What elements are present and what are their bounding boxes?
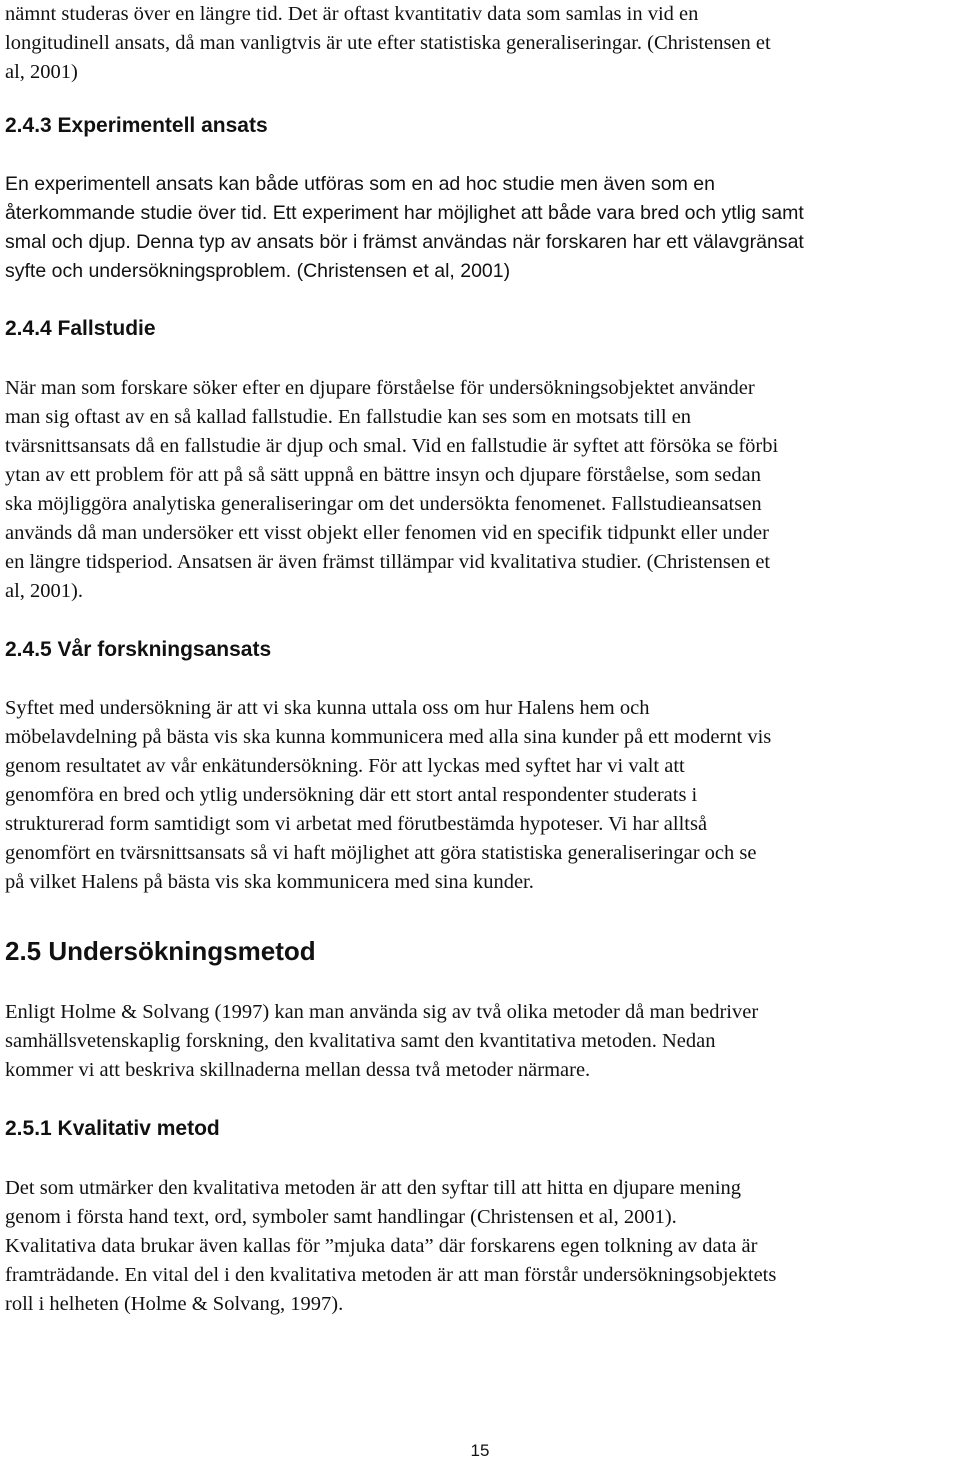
- heading-2-4-5: 2.4.5 Vår forskningsansats: [5, 638, 272, 661]
- text-line: al, 2001).: [5, 580, 83, 602]
- text-line: smal och djup. Denna typ av ansats bör i främst användas när forskaren har ett välavgränsat: [5, 231, 804, 253]
- text-line: möbelavdelning på bästa vis ska kunna kommunicera med alla sina kunder på ett modernt vis: [5, 726, 772, 748]
- paragraph-var-forskningsansats: [5, 694, 955, 897]
- page-number: 15: [470, 1441, 490, 1460]
- text-line: genomfört en tvärsnittsansats så vi haft möjlighet att göra statistiska generaliseringar och se: [5, 842, 757, 864]
- paragraph-kvalitativ-metod: [5, 1174, 955, 1319]
- intro-paragraph: [5, 0, 955, 87]
- text-line: ytan av ett problem för att på så sätt uppnå en bättre insyn och djupare förståelse, som sedan: [5, 464, 761, 486]
- text-line: framträdande. En vital del i den kvalitativa metoden är att man förstår undersökningsobjektets: [5, 1264, 777, 1286]
- text-line: på vilket Halens på bästa vis ska kommunicera med sina kunder.: [5, 871, 534, 893]
- paragraph-undersokningsmetod: [5, 998, 955, 1085]
- text-line: genom resultatet av vår enkätundersökning. För att lyckas med syftet har vi valt att: [5, 755, 685, 777]
- text-line: När man som forskare söker efter en djupare förståelse för undersökningsobjektet använder: [5, 377, 755, 399]
- heading-2-5: 2.5 Undersökningsmetod: [5, 936, 316, 966]
- text-line: al, 2001): [5, 61, 78, 83]
- text-line: strukturerad form samtidigt som vi arbetat med förutbestämda hypoteser. Vi har alltså: [5, 813, 708, 835]
- text-line: kommer vi att beskriva skillnaderna mellan dessa två metoder närmare.: [5, 1059, 591, 1081]
- text-line: Enligt Holme & Solvang (1997) kan man använda sig av två olika metoder då man bedriver: [5, 1001, 759, 1023]
- text-line: man sig oftast av en så kallad fallstudie. En fallstudie kan ses som en motsats till en: [5, 406, 692, 428]
- heading-2-5-1: 2.5.1 Kvalitativ metod: [5, 1117, 220, 1140]
- text-line: genomföra en bred och ytlig undersökning där ett stort antal respondenter studerats i: [5, 784, 698, 806]
- text-line: ska möjliggöra analytiska generaliseringar om det undersökta fenomenet. Fallstudieansatsen: [5, 493, 762, 515]
- text-line: roll i helheten (Holme & Solvang, 1997).: [5, 1293, 344, 1315]
- paragraph-experimentell-ansats: [5, 170, 955, 286]
- heading-2-4-3: 2.4.3 Experimentell ansats: [5, 114, 268, 137]
- text-line: återkommande studie över tid. Ett experiment har möjlighet att både vara bred och ytlig samt: [5, 202, 804, 224]
- text-line: används då man undersöker ett visst objekt eller fenomen vid en specifik tidpunkt eller under: [5, 522, 769, 544]
- text-line: samhällsvetenskaplig forskning, den kvalitativa samt den kvantitativa metoden. Nedan: [5, 1030, 716, 1052]
- paragraph-fallstudie: [5, 374, 955, 606]
- text-line: syfte och undersökningsproblem. (Christensen et al, 2001): [5, 260, 511, 282]
- text-line: Kvalitativa data brukar även kallas för ”mjuka data” där forskarens egen tolkning av data är: [5, 1235, 758, 1257]
- heading-2-4-4: 2.4.4 Fallstudie: [5, 317, 156, 340]
- text-line: nämnt studeras över en längre tid. Det är oftast kvantitativ data som samlas in vid en: [5, 3, 699, 25]
- text-line: tvärsnittsansats då en fallstudie är djup och smal. Vid en fallstudie är syftet att försöka se förbi: [5, 435, 779, 457]
- text-line: Det som utmärker den kvalitativa metoden är att den syftar till att hitta en djupare mening: [5, 1177, 742, 1199]
- text-line: en längre tidsperiod. Ansatsen är även främst tillämpar vid kvalitativa studier. (Christensen et: [5, 551, 771, 573]
- text-line: longitudinell ansats, då man vanligtvis är ute efter statistiska generaliseringar. (Christensen et: [5, 32, 771, 54]
- text-line: En experimentell ansats kan både utföras som en ad hoc studie men även som en: [5, 173, 715, 195]
- text-line: genom i första hand text, ord, symboler samt handlingar (Christensen et al, 2001).: [5, 1206, 677, 1228]
- text-line: Syftet med undersökning är att vi ska kunna uttala oss om hur Halens hem och: [5, 697, 650, 719]
